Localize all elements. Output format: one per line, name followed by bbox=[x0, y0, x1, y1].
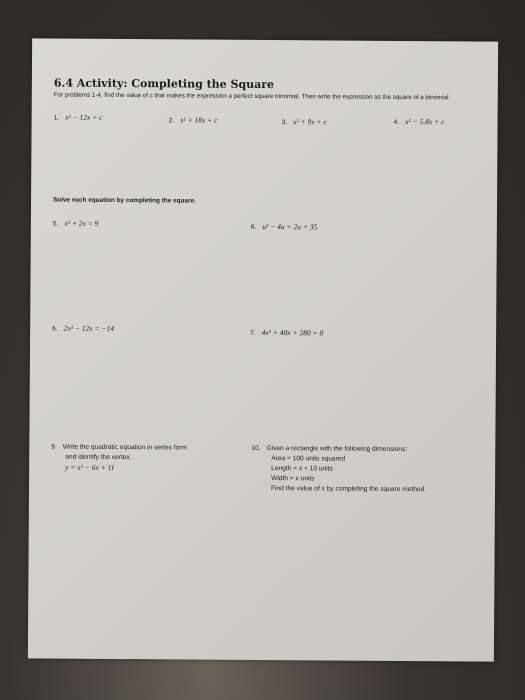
problem-number: 3. bbox=[281, 119, 288, 127]
problem-9 bbox=[51, 443, 187, 474]
problem-4 bbox=[394, 117, 445, 126]
problem-number: 6. bbox=[250, 223, 257, 231]
problem-3 bbox=[282, 117, 327, 126]
problem-10-length: Length = x + 10 units bbox=[271, 465, 333, 473]
problem-9-equation: y = x² − 6x + 11 bbox=[65, 462, 115, 472]
problem-expression: x² + 2x = 9 bbox=[64, 218, 99, 228]
section-heading: Solve each equation by completing the square. bbox=[53, 196, 196, 205]
problem-5 bbox=[53, 219, 99, 228]
problem-7 bbox=[250, 328, 323, 338]
problem-expression: 2x² − 12x = −14 bbox=[63, 323, 115, 333]
problem-number: 6. bbox=[52, 325, 58, 333]
problem-10-line1: Given a rectangle with the following dimensions: bbox=[266, 445, 408, 454]
problem-number: 7. bbox=[250, 329, 256, 337]
problem-expression: u² − 4u = 2u + 35 bbox=[262, 221, 318, 232]
problem-expression: x² − 12x + c bbox=[65, 112, 103, 122]
problem-9-line2: and identify the vertex. bbox=[65, 453, 132, 462]
worksheet-page bbox=[28, 38, 498, 661]
problem-expression: x² − 5.8x + c bbox=[405, 116, 445, 127]
problem-1 bbox=[54, 113, 103, 122]
instructions: For problems 1-4, find the value of c that makes the expression a perfect square trinomial. Then write the expression as the square of a binomial. bbox=[53, 91, 451, 102]
problem-10-width: Width = x units bbox=[271, 475, 315, 483]
problem-9-line1: Write the quadratic equation in vertex form bbox=[62, 443, 187, 452]
problem-2 bbox=[169, 115, 218, 124]
problem-number: 2. bbox=[168, 117, 175, 125]
problem-expression: 4x² + 40x + 280 = 0 bbox=[261, 327, 324, 338]
problem-number: 1. bbox=[53, 114, 60, 122]
problem-number: 10. bbox=[251, 444, 261, 452]
problem-6b bbox=[52, 324, 114, 333]
problem-10-task: Find the value of x by completing the square method. bbox=[271, 485, 427, 494]
problem-expression: x² + 9x + c bbox=[293, 117, 327, 127]
worksheet-title: 6.4 Activity: Completing the Square bbox=[53, 76, 275, 92]
problem-10 bbox=[251, 444, 426, 495]
problem-number: 5. bbox=[52, 220, 59, 228]
problem-number: 4. bbox=[393, 118, 400, 126]
problem-number: 9. bbox=[51, 443, 57, 451]
problem-10-area: Area = 100 units squared bbox=[271, 455, 346, 463]
problem-6 bbox=[251, 222, 317, 231]
problem-expression: x² + 18x + c bbox=[180, 115, 218, 125]
